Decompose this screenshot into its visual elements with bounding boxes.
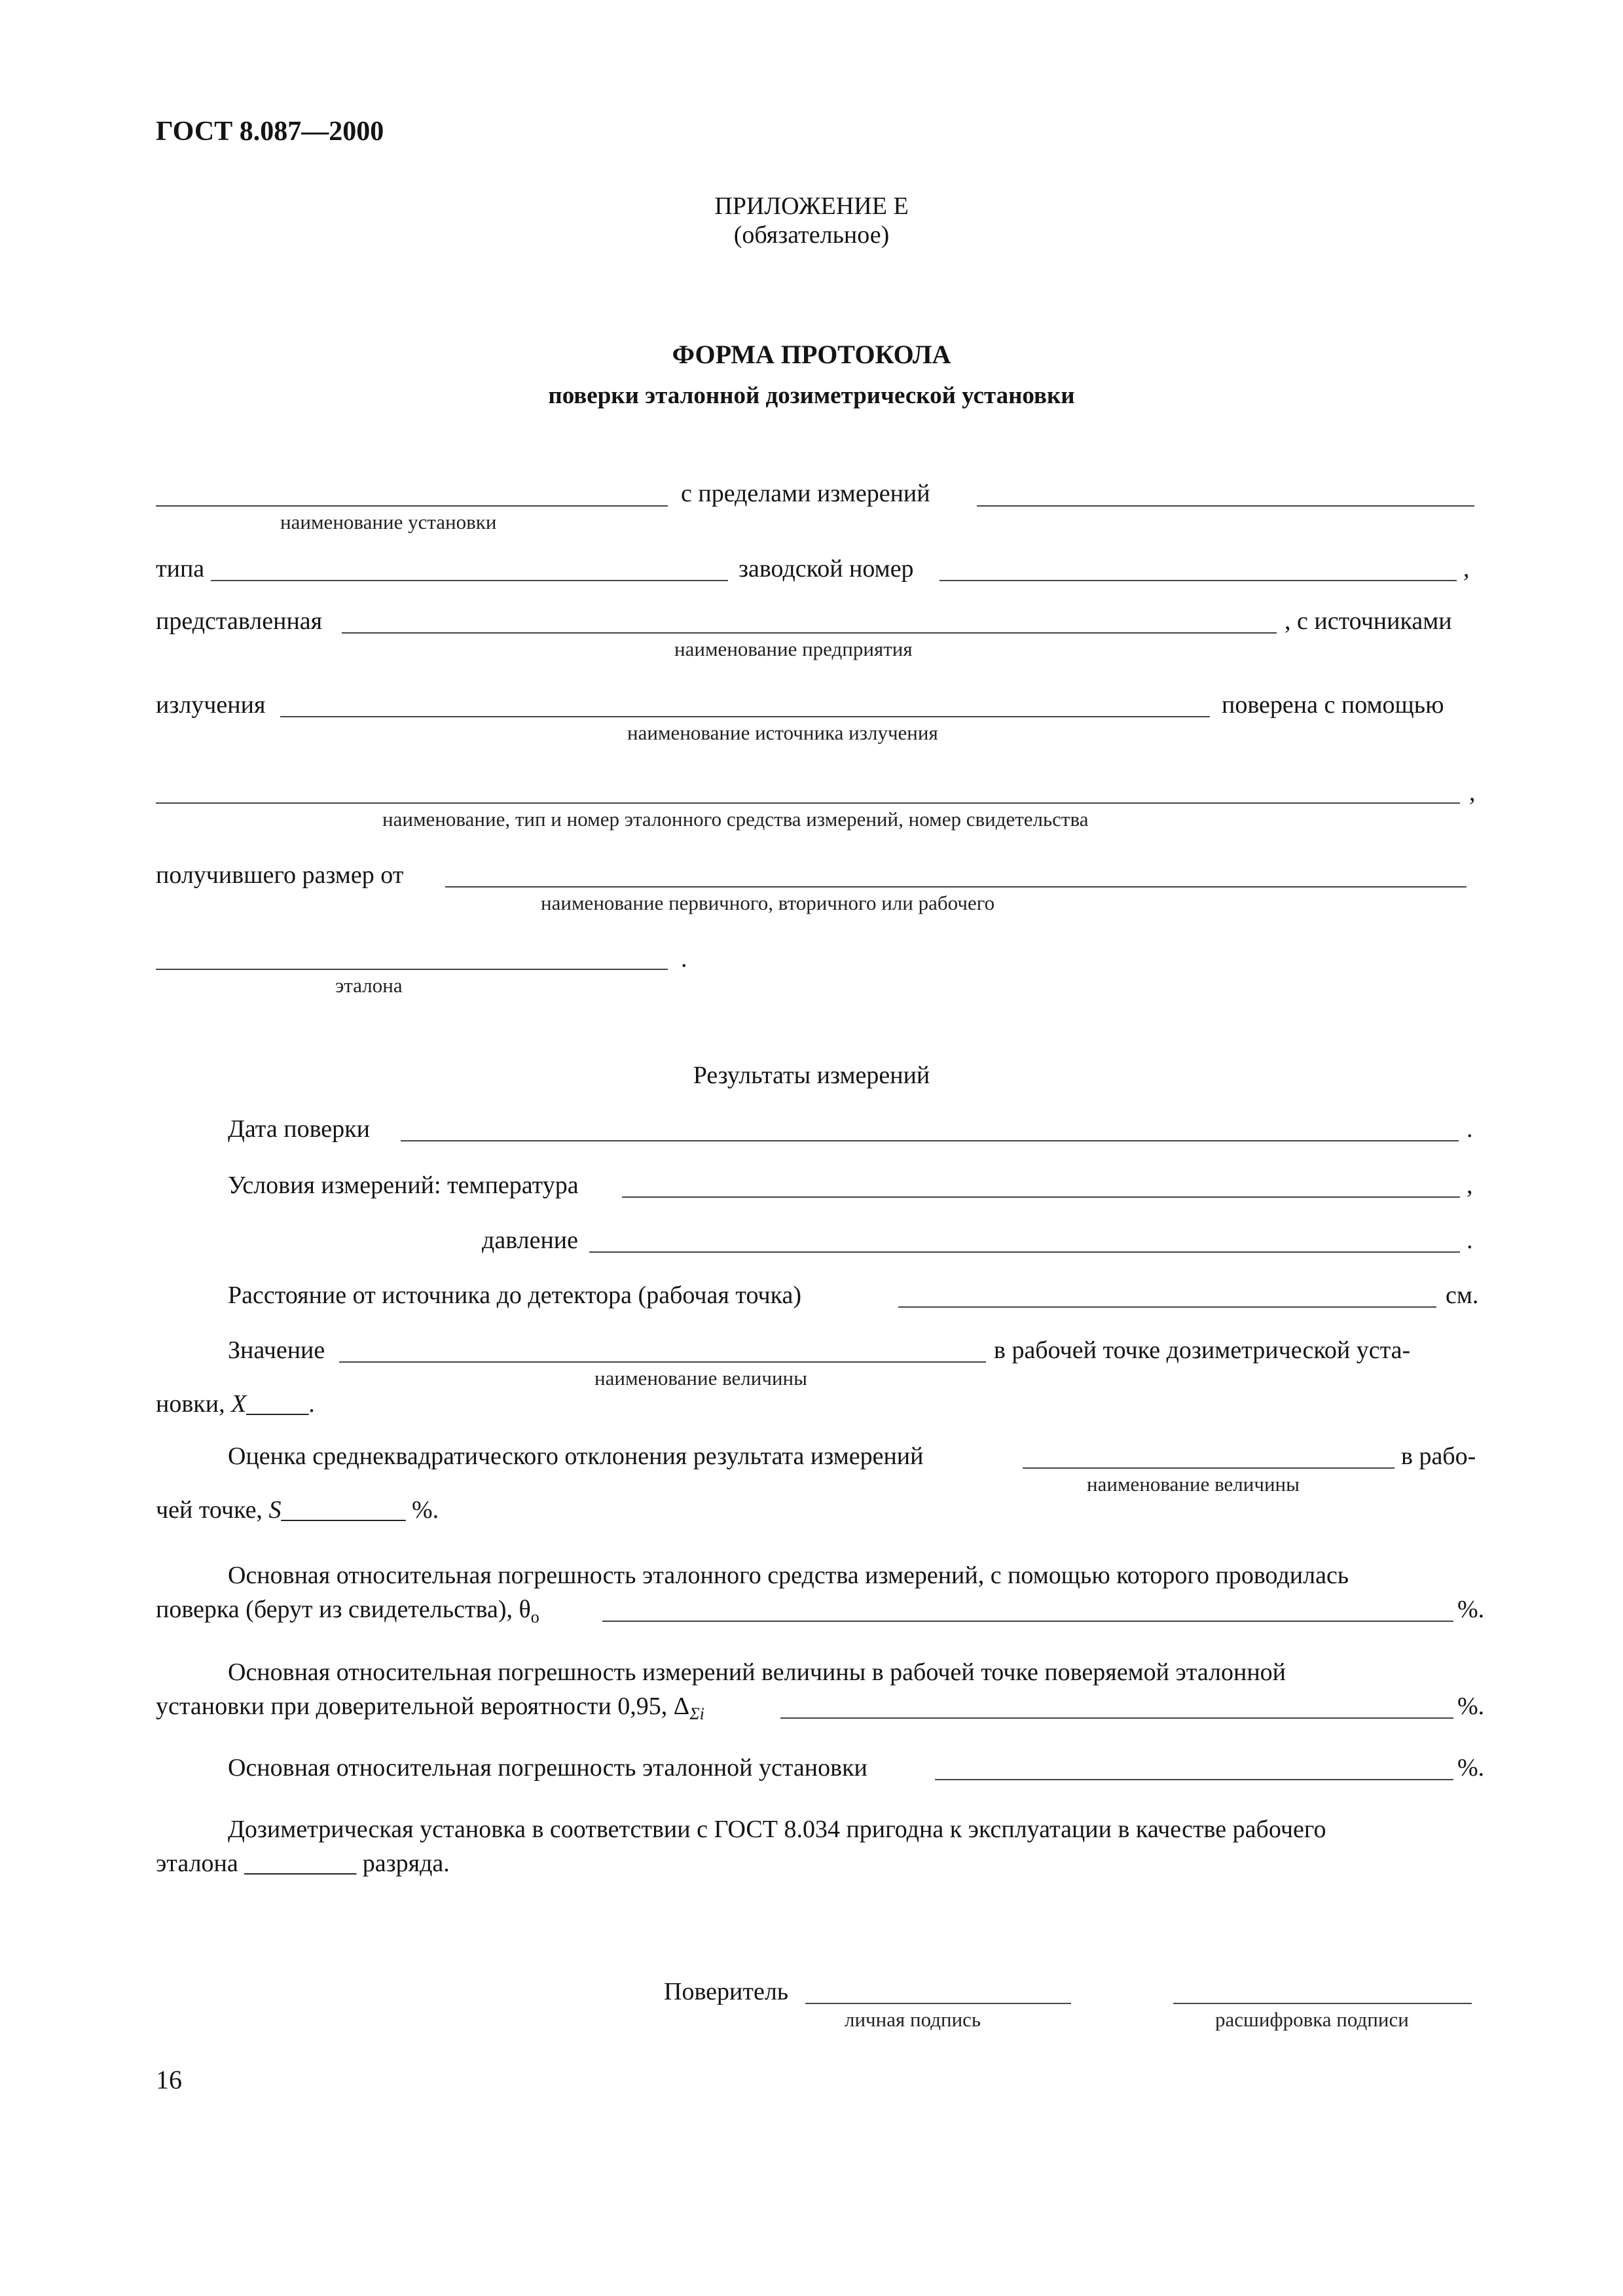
- period: .: [1467, 1115, 1473, 1143]
- delta-line[interactable]: [780, 1717, 1453, 1719]
- primary-standard-line[interactable]: [445, 886, 1467, 888]
- comma: ,: [1469, 779, 1476, 806]
- temperature-line[interactable]: [622, 1196, 1460, 1198]
- sko-tail: __________ %.: [281, 1496, 439, 1524]
- measure-limits-label: с пределами измерений: [681, 480, 930, 507]
- form-title: ФОРМА ПРОТОКОЛА: [672, 340, 951, 369]
- serial-number-label: заводской номер: [739, 555, 914, 583]
- distance-line[interactable]: [898, 1306, 1436, 1308]
- with-sources-label: , с источниками: [1285, 607, 1452, 635]
- signature-decode-line[interactable]: [1173, 2003, 1472, 2004]
- appendix-title: ПРИЛОЖЕНИЕ Е: [714, 192, 909, 220]
- type-label: типа: [156, 555, 205, 583]
- radiation-source-line[interactable]: [280, 716, 1210, 717]
- pressure-label: давление: [482, 1227, 579, 1254]
- value-caption: наименование величины: [594, 1367, 807, 1390]
- enterprise-caption: наименование предприятия: [674, 637, 913, 660]
- theta-subscript: о: [530, 1607, 539, 1626]
- main-error-label: Основная относительная погрешность эталонной установки: [228, 1754, 867, 1782]
- verifier-label: Поверитель: [664, 1978, 789, 2005]
- delta-subscript: Σi: [689, 1704, 704, 1723]
- theta-line1: Основная относительная погрешность эталонного средства измерений, с помощью которого проводилась: [228, 1562, 1349, 1589]
- value-name-line[interactable]: [339, 1361, 986, 1363]
- sko-label: Оценка среднеквадратического отклонения результата измерений: [228, 1443, 924, 1470]
- comma: ,: [1463, 555, 1470, 583]
- source-caption: наименование источника излучения: [627, 721, 938, 744]
- reference-means-caption: наименование, тип и номер эталонного средства измерений, номер свидетельства: [382, 808, 1089, 831]
- value-line2-prefix: новки,: [156, 1390, 225, 1418]
- value-label: Значение: [228, 1336, 325, 1364]
- sko-name-line[interactable]: [1023, 1467, 1395, 1469]
- theta-label: поверка (берут из свидетельства), θ: [156, 1596, 531, 1623]
- sko-line2: [156, 1498, 439, 1522]
- period: .: [681, 945, 687, 973]
- theta-line2: [156, 1597, 539, 1626]
- page-number: 16: [156, 2065, 182, 2094]
- results-heading: Результаты измерений: [693, 1062, 930, 1089]
- main-error-line[interactable]: [935, 1779, 1453, 1780]
- conclusion-line2: эталона _________ разряда.: [156, 1850, 450, 1877]
- date-label: Дата поверки: [228, 1115, 370, 1143]
- presented-label: представленная: [156, 607, 323, 635]
- appendix-note: (обязательное): [733, 221, 890, 249]
- received-size-label: получившего размер от: [156, 861, 404, 889]
- value-line2: [156, 1391, 315, 1416]
- comma: ,: [1467, 1172, 1473, 1199]
- percent-sign: %.: [1457, 1754, 1485, 1782]
- form-subtitle: поверки эталонной дозиметрической установки: [548, 382, 1075, 409]
- installation-name-caption: наименование установки: [280, 511, 497, 533]
- standard-caption: эталона: [335, 974, 403, 997]
- signature-decode-caption: расшифровка подписи: [1215, 2008, 1409, 2031]
- theta-line[interactable]: [602, 1621, 1453, 1622]
- delta-line2: [156, 1694, 704, 1723]
- percent-sign: %.: [1457, 1596, 1485, 1623]
- date-line[interactable]: [401, 1140, 1459, 1141]
- personal-signature-line[interactable]: [805, 2003, 1071, 2004]
- reference-means-line[interactable]: [156, 802, 1460, 804]
- value-rest: в рабочей точке дозиметрической уста-: [994, 1336, 1411, 1364]
- installation-name-line[interactable]: [156, 505, 668, 507]
- sko-line2-prefix: чей точке,: [156, 1496, 263, 1524]
- verified-with-label: поверена с помощью: [1222, 691, 1444, 719]
- delta-line1: Основная относительная погрешность измерений величины в рабочей точке поверяемой эталонной: [228, 1659, 1286, 1686]
- type-line[interactable]: [211, 580, 728, 581]
- distance-unit: см.: [1446, 1282, 1479, 1309]
- period: .: [1467, 1227, 1473, 1254]
- standard-line[interactable]: [156, 969, 668, 970]
- conditions-label: Условия измерений: температура: [228, 1172, 579, 1199]
- value-symbol: X: [231, 1390, 247, 1418]
- pressure-line[interactable]: [589, 1251, 1460, 1253]
- standard-number: ГОСТ 8.087—2000: [156, 117, 384, 147]
- sko-caption: наименование величины: [1087, 1473, 1300, 1496]
- sko-rest: в рабо-: [1401, 1443, 1476, 1470]
- serial-number-line[interactable]: [939, 580, 1457, 581]
- distance-label: Расстояние от источника до детектора (рабочая точка): [228, 1282, 802, 1309]
- value-tail: _____.: [246, 1390, 315, 1418]
- enterprise-line[interactable]: [342, 632, 1277, 634]
- sko-symbol: S: [268, 1496, 282, 1524]
- percent-sign: %.: [1457, 1693, 1485, 1720]
- radiation-label: излучения: [156, 691, 266, 719]
- conclusion-line1: Дозиметрическая установка в соответствии с ГОСТ 8.034 пригодна к эксплуатации в качестве рабочего: [228, 1816, 1326, 1843]
- primary-caption: наименование первичного, вторичного или рабочего: [541, 891, 995, 914]
- measure-limits-line[interactable]: [977, 505, 1474, 507]
- delta-label: установки при доверительной вероятности 0,95, Δ: [156, 1693, 690, 1720]
- personal-signature-caption: личная подпись: [845, 2008, 981, 2031]
